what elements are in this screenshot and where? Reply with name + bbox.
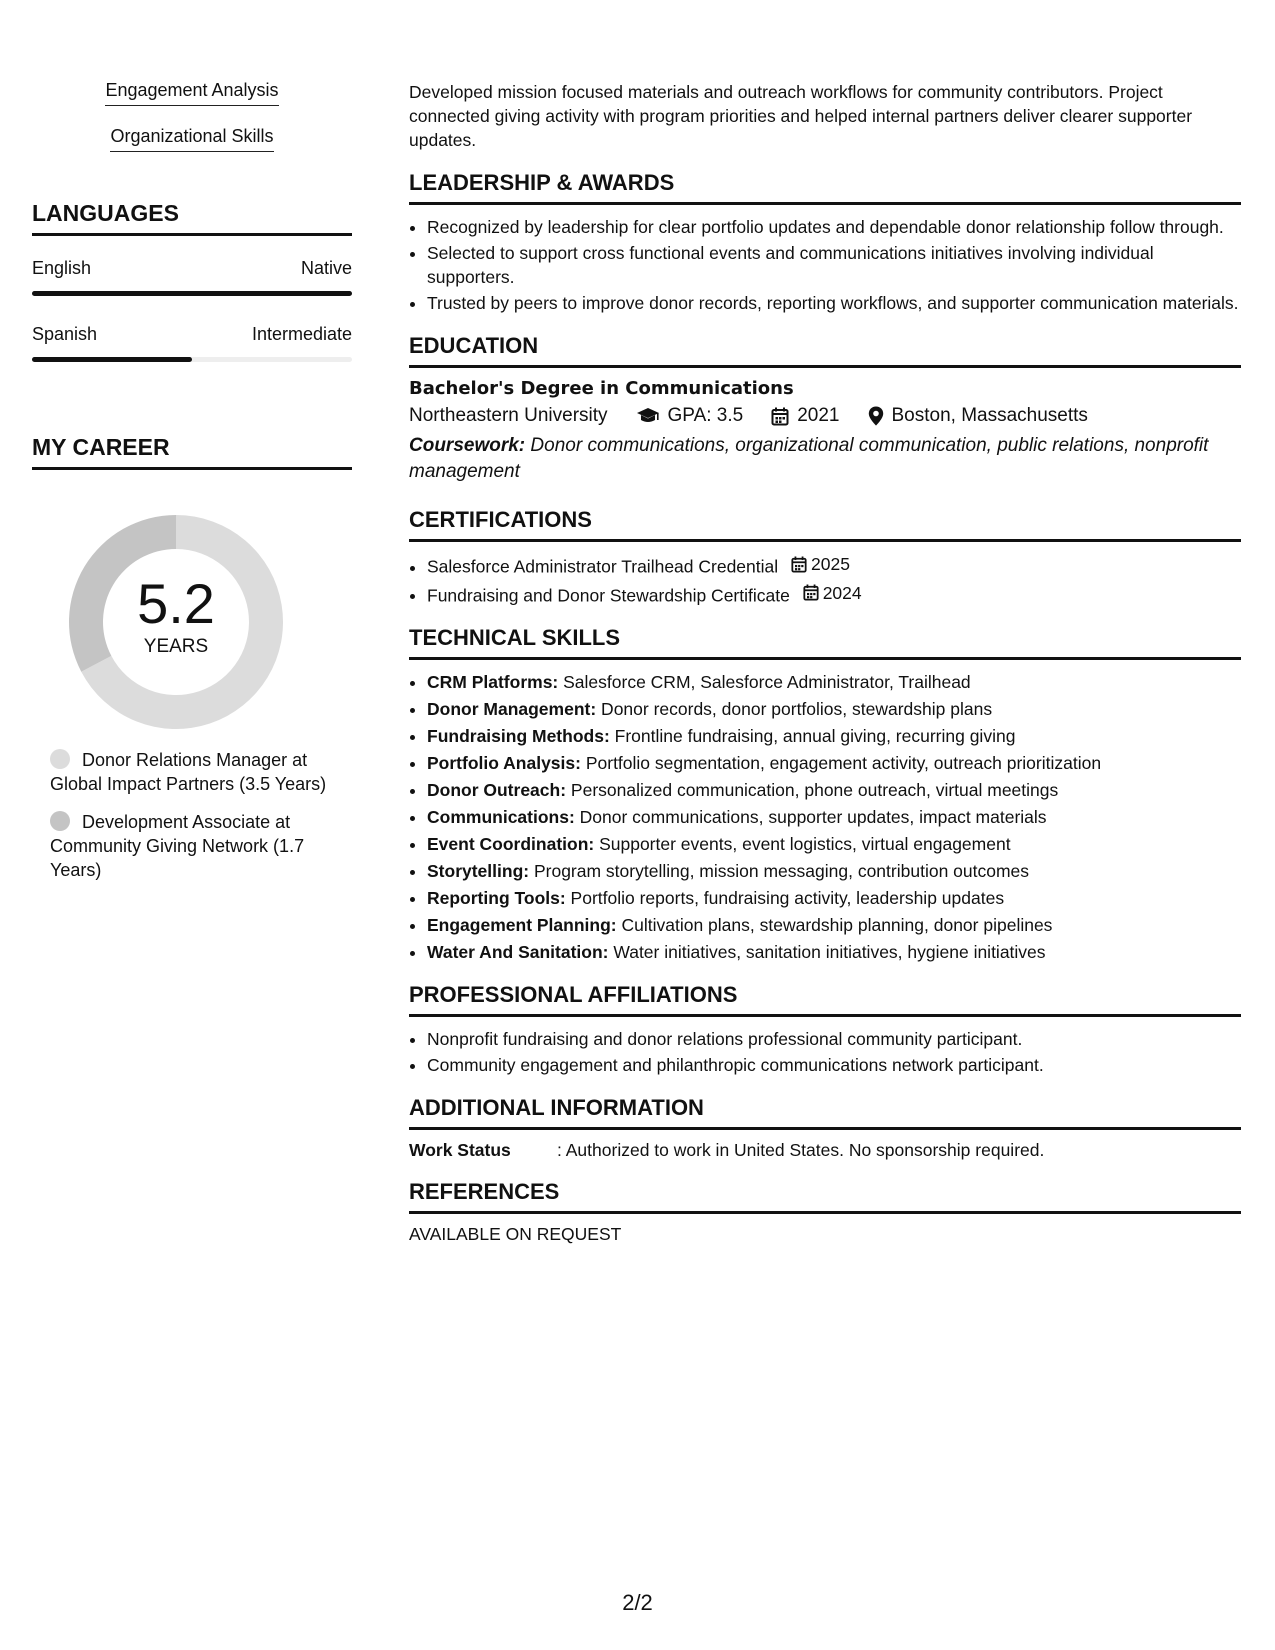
education-location: Boston, Massachusetts — [891, 405, 1088, 426]
skill-value: Donor communications, supporter updates, impact materials — [574, 807, 1047, 827]
career-donut-chart — [32, 502, 352, 742]
list-item — [427, 751, 1241, 775]
technical-skills-heading: TECHNICAL SKILLS — [409, 625, 1241, 660]
technical-skills-list — [409, 670, 1241, 964]
list-item: • Recognized by leadership for clear portfolio updates and dependable donor relationship follow through. — [427, 215, 1241, 239]
leadership-list — [409, 215, 1241, 315]
education-heading: EDUCATION — [409, 333, 1241, 368]
language-item — [32, 324, 352, 362]
list-item — [427, 886, 1241, 910]
languages-heading: LANGUAGES — [32, 200, 352, 236]
skill-value: Donor records, donor portfolios, stewardship plans — [596, 699, 993, 719]
skill-label: Event Coordination: — [427, 834, 595, 854]
skill-label: Engagement Planning: — [427, 915, 617, 935]
skill-value: Personalized communication, phone outreach, virtual meetings — [566, 780, 1059, 800]
work-status-label: Work Status — [409, 1140, 511, 1160]
list-item — [427, 832, 1241, 856]
leadership-heading: LEADERSHIP & AWARDS — [409, 170, 1241, 205]
project-description: Developed mission focused materials and outreach workflows for community contributors. Project connected giving activity with program priorities and helped internal partners deliver clearer supporter updates. — [409, 82, 1193, 150]
language-name: English — [32, 258, 92, 278]
certification-year: 2025 — [811, 554, 850, 574]
page-number: 2/2 — [622, 1590, 653, 1615]
list-item — [427, 670, 1241, 694]
education-school: Northeastern University — [409, 405, 608, 426]
certification-year: 2024 — [822, 582, 862, 603]
work-status-value: : Authorized to work in United States. No sponsorship required. — [557, 1140, 1045, 1160]
coursework-text: Donor communications, organizational communication, public relations, nonprofit management — [409, 435, 1209, 482]
skill-label: Communications: — [427, 807, 575, 827]
language-bar-fill — [32, 357, 192, 362]
education-coursework — [409, 433, 1241, 485]
language-bar-fill — [32, 291, 352, 296]
language-bar — [32, 357, 352, 362]
skill-value: Supporter events, event logistics, virtual engagement — [594, 834, 1011, 854]
career-legend-item — [50, 748, 340, 796]
skill-value: Cultivation plans, stewardship planning, donor pipelines — [616, 915, 1053, 935]
skill-tag: Engagement Analysis — [105, 80, 278, 106]
career-legend — [32, 748, 340, 882]
additional-info-heading: ADDITIONAL INFORMATION — [409, 1095, 1241, 1130]
skill-value: Frontline fundraising, annual giving, recurring giving — [609, 726, 1016, 746]
skill-value: Program storytelling, mission messaging, contribution outcomes — [529, 861, 1030, 881]
language-level: Intermediate — [251, 324, 352, 344]
list-item — [427, 778, 1241, 802]
graduation-cap-icon — [636, 407, 660, 425]
list-item — [427, 805, 1241, 829]
career-total-value: 5.2 — [137, 572, 215, 635]
list-item — [427, 552, 1241, 579]
career-role-label: Donor Relations Manager at Global Impact Partners (3.5 Years) — [50, 750, 327, 794]
references-heading: REFERENCES — [409, 1179, 1241, 1214]
skill-label: Donor Management: — [427, 699, 597, 719]
certification-name: Salesforce Administrator Trailhead Credential — [427, 556, 779, 577]
references-value: AVAILABLE ON REQUEST — [409, 1224, 622, 1244]
skill-value: Portfolio reports, fundraising activity, leadership updates — [565, 888, 1005, 908]
education-gpa: GPA: 3.5 — [667, 405, 744, 426]
skill-value: Portfolio segmentation, engagement activity, outreach prioritization — [580, 753, 1102, 773]
list-item — [427, 940, 1241, 964]
education-degree: Bachelor's Degree in Communications — [409, 378, 794, 399]
language-bar — [32, 291, 352, 296]
language-name: Spanish — [32, 324, 98, 344]
list-item — [427, 581, 1241, 608]
legend-dot-icon — [50, 811, 70, 831]
calendar-icon — [791, 556, 807, 573]
skill-label: Reporting Tools: — [427, 888, 566, 908]
calendar-icon — [771, 407, 789, 426]
skill-label: Portfolio Analysis: — [427, 753, 581, 773]
list-item: • Nonprofit fundraising and donor relations professional community participant. — [427, 1027, 1241, 1051]
coursework-label: Coursework: — [409, 435, 526, 456]
skill-tag: Organizational Skills — [110, 126, 273, 152]
education-meta — [409, 405, 1241, 427]
list-item: • Trusted by peers to improve donor records, reporting workflows, and supporter communication materials. — [427, 291, 1241, 315]
work-status-row — [409, 1140, 1241, 1161]
list-item — [427, 859, 1241, 883]
sidebar — [32, 80, 352, 896]
skill-label: Fundraising Methods: — [427, 726, 610, 746]
skill-label: Water And Sanitation: — [427, 942, 609, 962]
calendar-icon — [803, 584, 819, 601]
career-total-unit: YEARS — [143, 636, 209, 657]
skill-label: CRM Platforms: — [427, 672, 559, 692]
list-item — [427, 913, 1241, 937]
list-item — [427, 724, 1241, 748]
skill-value: Water initiatives, sanitation initiatives, hygiene initiatives — [608, 942, 1046, 962]
career-legend-item — [50, 810, 340, 882]
affiliations-heading: PROFESSIONAL AFFILIATIONS — [409, 982, 1241, 1017]
main-content — [409, 80, 1241, 1245]
skill-value: Salesforce CRM, Salesforce Administrator, Trailhead — [558, 672, 971, 692]
certifications-heading: CERTIFICATIONS — [409, 507, 1241, 542]
language-item — [32, 258, 352, 296]
list-item: • Community engagement and philanthropic communications network participant. — [427, 1053, 1241, 1077]
skill-label: Storytelling: — [427, 861, 530, 881]
skill-label: Donor Outreach: — [427, 780, 567, 800]
location-pin-icon — [868, 406, 884, 426]
list-item: • Selected to support cross functional events and communications initiatives involving individual supporters. — [427, 241, 1241, 289]
language-level: Native — [300, 258, 352, 278]
career-role-label: Development Associate at Community Giving Network (1.7 Years) — [50, 812, 305, 880]
legend-dot-icon — [50, 749, 70, 769]
education-year: 2021 — [797, 405, 840, 426]
certification-name: Fundraising and Donor Stewardship Certificate — [427, 585, 790, 605]
certifications-list — [409, 552, 1241, 607]
affiliations-list — [409, 1027, 1241, 1077]
career-heading: MY CAREER — [32, 434, 352, 470]
list-item — [427, 697, 1241, 721]
